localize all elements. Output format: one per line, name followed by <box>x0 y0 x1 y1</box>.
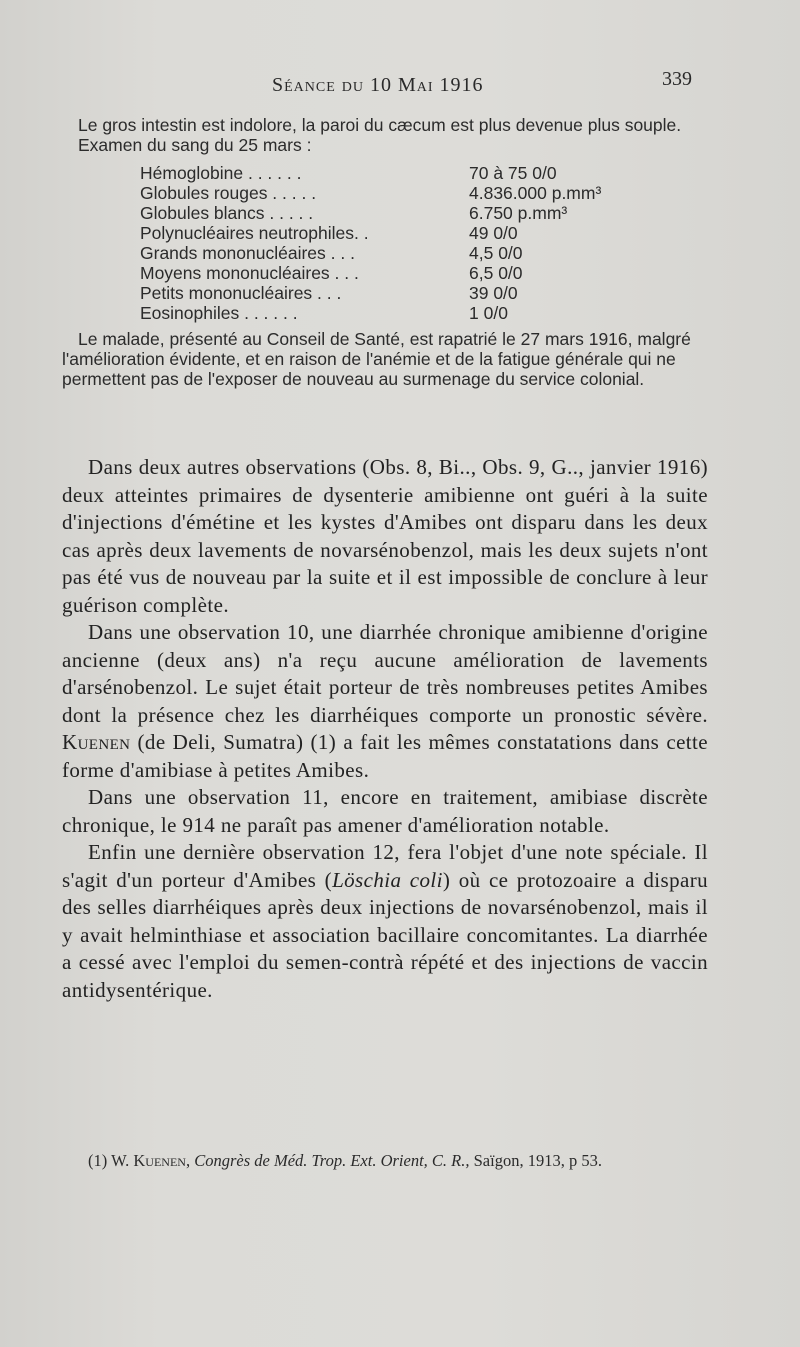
footnote-marker: (1) W. <box>88 1151 130 1170</box>
paragraph-text: Enfin une dernière observation 12, fera l'objet d'une note spéciale. Il s'agit d'un porteur d'Amibes ( <box>62 840 708 892</box>
row-value: 49 0/0 <box>469 223 518 243</box>
blood-exam-title: Examen du sang du 25 mars : <box>78 135 312 155</box>
row-value: 39 0/0 <box>469 283 518 303</box>
table-row <box>140 203 601 223</box>
page-header <box>0 66 800 106</box>
paragraph-obs-11: Dans une observation 11, encore en traitement, amibiase discrète chronique, le 914 ne paraît pas amener d'amélioration notable. <box>62 785 708 837</box>
row-value: 6.750 p.mm³ <box>469 203 568 223</box>
row-label: Globules rouges . . . . . <box>140 183 317 203</box>
intro-text: Le gros intestin est indolore, la paroi du cæcum est plus devenue plus souple. <box>78 115 682 135</box>
running-title: Séance du 10 Mai 1916 <box>272 74 484 96</box>
row-label: Petits mononucléaires . . . <box>140 283 342 303</box>
row-label: Moyens mononucléaires . . . <box>140 263 359 283</box>
footnote <box>62 1150 712 1172</box>
row-value: 4.836.000 p.mm³ <box>469 183 602 203</box>
table-row <box>140 163 601 183</box>
footnote-text <box>62 1150 712 1172</box>
row-value: 1 0/0 <box>469 303 508 323</box>
paragraph-text: ) où ce protozoaire a disparu des selles diarrhéiques après deux injections de novarsénobenzol, mais il y avait helminthiase et association bacillaire concomitantes. La diarrhée a cessé avec l'emploi du semen-contrà répété et des injections de vaccin antidysentérique. <box>62 867 709 1002</box>
paragraph-obs-8-9: Dans deux autres observations (Obs. 8, Bi.., Obs. 9, G.., janvier 1916) deux atteintes primaires de dysenterie amibienne ont guéri à la suite d'injections d'émétine et les kystes d'Amibes ont disparu dans les deux cas après deux lavements de novarsénobenzol, mais les deux sujets n'ont pas été vus de nouveau par la suite et il est impossible de conclure à leur guérison complète. <box>62 455 708 617</box>
conclusion-text: Le malade, présenté au Conseil de Santé, est rapatrié le 27 mars 1916, malgré l'amélioration évidente, et en raison de l'anémie et de la fatigue générale qui ne permettent pas de l'exposer de nouveau au surmenage du service colonial. <box>62 329 691 389</box>
row-label: Hémoglobine . . . . . . <box>140 163 302 183</box>
footnote-author: Kuenen, <box>133 1151 191 1170</box>
footnote-title: Congrès de Méd. Trop. Ext. Orient, C. R., <box>194 1151 470 1170</box>
paragraph-text: Dans une observation 10, une diarrhée chronique amibienne d'origine ancienne (deux ans) n'a reçu aucune amélioration de lavements d'arsénobenzol. Le sujet était porteur de très nombreuses petites Amibes dont la présence chez les diarrhéiques comporte un pronostic sévère. <box>62 620 708 727</box>
paragraph-obs-10 <box>62 619 708 784</box>
blood-exam-table <box>140 163 601 323</box>
row-label: Grands mononucléaires . . . <box>140 243 355 263</box>
author-name: Kuenen <box>62 730 131 754</box>
footnote-rest: Saïgon, 1913, p 53. <box>473 1151 602 1170</box>
table-row <box>140 243 601 263</box>
case-summary <box>62 115 712 389</box>
row-value: 70 à 75 0/0 <box>469 163 557 183</box>
species-name: Löschia coli <box>332 867 443 892</box>
body-text <box>62 454 708 1004</box>
table-row <box>140 303 601 323</box>
table-row <box>140 183 601 203</box>
row-label: Eosinophiles . . . . . . <box>140 303 298 323</box>
table-row <box>140 263 601 283</box>
page-number: 339 <box>662 68 692 90</box>
row-label: Globules blancs . . . . . <box>140 203 314 223</box>
paragraph-text: (de Deli, Sumatra) (1) a fait les mêmes constatations dans cette forme d'amibiase à petites Amibes. <box>62 730 708 782</box>
row-value: 6,5 0/0 <box>469 263 523 283</box>
table-row <box>140 283 601 303</box>
row-value: 4,5 0/0 <box>469 243 523 263</box>
row-label: Polynucléaires neutrophiles. . <box>140 223 369 243</box>
table-row <box>140 223 601 243</box>
paragraph-obs-12 <box>62 839 708 1004</box>
